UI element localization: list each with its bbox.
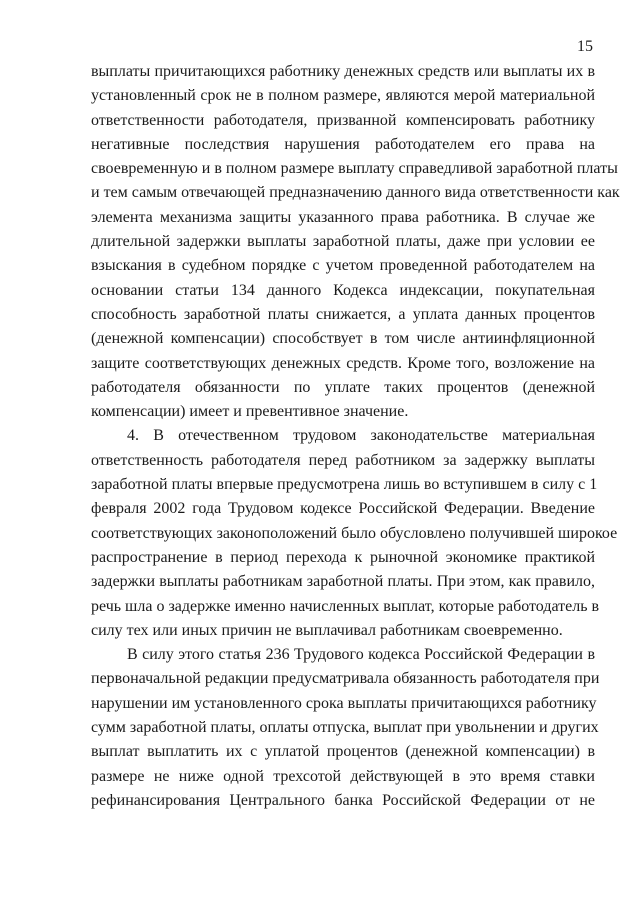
text-line: выплат выплатить их с уплатой процентов (денежной компенсации) в bbox=[91, 743, 595, 761]
text-line: первоначальной редакции предусматривала обязанность работодателя при bbox=[91, 670, 600, 688]
text-line: своевременную и в полном размере выплату справедливой заработной платы bbox=[91, 160, 618, 178]
text-line: работодателя обязанности по уплате таких процентов (денежной bbox=[91, 378, 595, 396]
text-line: речь шла о задержке именно начисленных выплат, которые работодатель в bbox=[91, 597, 600, 615]
text-line: (денежной компенсации) способствует в том числе антиинфляционной bbox=[91, 330, 595, 348]
text-line: элемента механизма защиты указанного права работника. В случае же bbox=[91, 208, 595, 226]
text-line: ответственности работодателя, призванной компенсировать работнику bbox=[91, 111, 595, 129]
text-line: соответствующих законоположений было обусловлено получившей широкое bbox=[91, 524, 618, 542]
text-line: рефинансирования Центрального банка Российской Федерации от не bbox=[91, 791, 595, 809]
text-line: 4. В отечественном трудовом законодательстве материальная bbox=[127, 427, 595, 445]
text-line: выплаты причитающихся работнику денежных средств или выплаты их в bbox=[91, 63, 595, 80]
text-line: компенсации) имеет и превентивное значение. bbox=[91, 403, 409, 421]
text-line: взыскания в судебном порядке с учетом проведенной работодателем на bbox=[91, 257, 595, 275]
text-line: установленный срок не в полном размере, являются мерой материальной bbox=[91, 87, 595, 105]
text-line: размере не ниже одной трехсотой действующей в это время ставки bbox=[91, 767, 595, 785]
text-line: нарушении им установленного срока выплаты причитающихся работнику bbox=[91, 694, 597, 712]
text-line: защите соответствующих денежных средств. Кроме того, возложение на bbox=[91, 354, 595, 372]
document-body bbox=[91, 60, 620, 813]
text-line: силу тех или иных причин не выплачивал работникам своевременно. bbox=[91, 621, 563, 639]
text-line: сумм заработной платы, оплаты отпуска, выплат при увольнении и других bbox=[91, 719, 599, 737]
text-line: длительной задержки выплаты заработной платы, даже при условии ее bbox=[91, 233, 595, 251]
text-line: негативные последствия нарушения работодателем его права на bbox=[91, 135, 595, 153]
text-line: основании статьи 134 данного Кодекса индексации, покупательная bbox=[91, 281, 595, 299]
text-line: и тем самым отвечающей предназначению данного вида ответственности как bbox=[91, 184, 620, 202]
text-line: задержки выплаты работникам заработной платы. При этом, как правило, bbox=[91, 573, 595, 591]
text-line: распространение в период перехода к рыночной экономике практикой bbox=[91, 548, 595, 566]
text-line: В силу этого статья 236 Трудового кодекса Российской Федерации в bbox=[127, 646, 595, 664]
page-number: 15 bbox=[577, 38, 593, 55]
text-line: февраля 2002 года Трудовом кодексе Российской Федерации. Введение bbox=[91, 500, 595, 518]
text-line: ответственность работодателя перед работником за задержку выплаты bbox=[91, 451, 595, 469]
text-line: заработной платы впервые предусмотрена лишь во вступившем в силу с 1 bbox=[91, 476, 598, 494]
text-line: способность заработной платы снижается, а уплата данных процентов bbox=[91, 305, 595, 323]
